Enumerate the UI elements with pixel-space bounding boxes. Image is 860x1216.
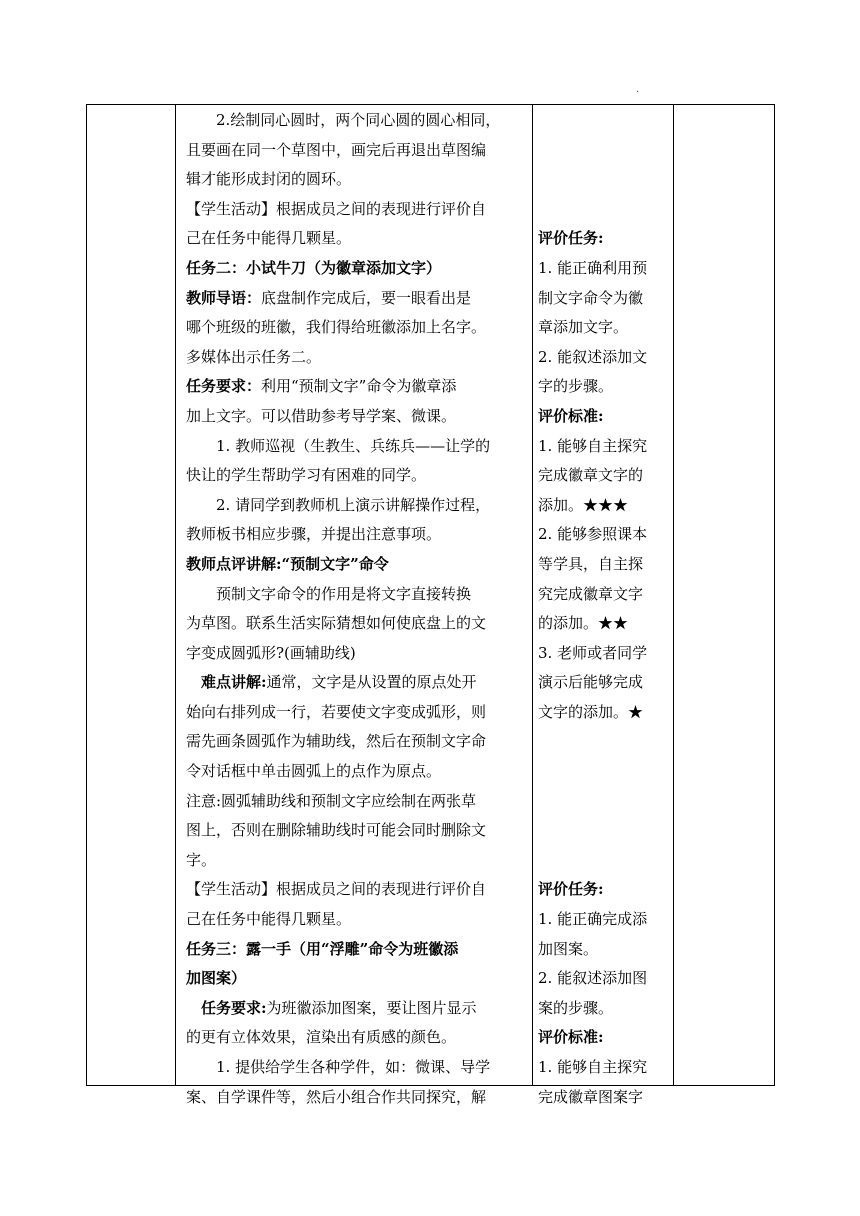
blank-line (538, 757, 670, 787)
text-line (186, 668, 528, 698)
blank-line (538, 195, 670, 225)
evaluation-line: 1. 能够自主探究 (538, 436, 648, 455)
text-line: 案、自学课件等，然后小组合作共同探究，解 (186, 1087, 487, 1106)
evaluation-line: 加图案。 (538, 939, 599, 958)
text-line: 1. 提供给学生各种学件，如：微课、导学 (216, 1058, 491, 1076)
evaluation-line: 章添加文字。 (538, 318, 629, 337)
evaluation-line: 评价任务: (538, 229, 604, 248)
text-line: 【学生活动】根据成员之间的表现进行评价自 (186, 880, 487, 899)
text-line: 快让的学生帮助学习有困难的同学。 (186, 466, 427, 485)
evaluation-line: 2. 能叙述添加文 (538, 347, 648, 366)
text-line: 己在任务中能得几颗星。 (186, 229, 352, 248)
text-line: 为草图。联系生活实际猜想如何使底盘上的文 (186, 614, 487, 633)
page-mark: . (636, 84, 640, 95)
blank-line (538, 727, 670, 757)
blank-line (538, 816, 670, 846)
text-line: 【学生活动】根据成员之间的表现进行评价自 (186, 199, 487, 218)
evaluation-line: 完成徽章图案字 (538, 1087, 644, 1106)
text-line: 任务二：小试牛刀（为徽章添加文字） (186, 258, 442, 277)
text-line: 令对话框中单击圆弧上的点作为原点。 (186, 762, 442, 781)
evaluation-line: 1. 能正确完成添 (538, 910, 648, 929)
column-divider (175, 104, 176, 1086)
text-line: 的更有立体效果，渲染出有质感的颜色。 (186, 1028, 457, 1047)
text-line: 始向右排列成一行，若要使文字变成弧形，则 (186, 702, 487, 721)
blank-line (538, 787, 670, 817)
evaluation-line: 1. 能正确利用预 (538, 258, 648, 277)
text-line: 2.绘制同心圆时，两个同心圆的圆心相同， (216, 111, 501, 129)
evaluation-line: 制文字命令为徽 (538, 288, 644, 307)
column-divider (532, 104, 533, 1086)
text-line: 辑才能形成封闭的圆环。 (186, 170, 352, 189)
text-line: 多媒体出示任务二。 (186, 347, 322, 366)
blank-line (538, 165, 670, 195)
text-line: 任务三：露一手（用“浮雕”命令为班徽添 (186, 939, 459, 958)
evaluation-line: 评价标准: (538, 1028, 604, 1047)
text-line: 且要画在同一个草图中，画完后再退出草图编 (186, 140, 487, 159)
line-label: 教师导语： (186, 288, 262, 307)
text-line: 1. 教师巡视（生教生、兵练兵——让学的 (216, 436, 491, 455)
text-line: 教师板书相应步骤，并提出注意事项。 (186, 525, 442, 544)
evaluation-line: 究完成徽章文字 (538, 584, 644, 603)
text-line (186, 372, 528, 402)
line-text: 底盘制作完成后，要一眼看出是 (261, 288, 472, 307)
evaluation-line: 演示后能够完成 (538, 673, 644, 692)
evaluation-line: 3. 老师或者同学 (538, 643, 648, 662)
evaluation-line: 评价标准: (538, 406, 604, 425)
text-line: 2. 请同学到教师机上演示讲解操作过程， (216, 495, 491, 514)
text-line: 加图案） (186, 969, 247, 988)
blank-line (538, 106, 670, 136)
evaluation-line: 的添加。★★ (538, 614, 629, 633)
line-label: 难点讲解: (201, 673, 267, 692)
text-line: 预制文字命令的作用是将文字直接转换 (216, 584, 472, 603)
text-line: 己在任务中能得几颗星。 (186, 910, 352, 929)
blank-line (538, 136, 670, 166)
text-line: 哪个班级的班徽，我们得给班徽添加上名字。 (186, 318, 487, 337)
column-divider (673, 104, 674, 1086)
line-text: 为班徽添加图案，要让图片显示 (266, 998, 477, 1017)
line-text: 通常，文字是从设置的原点处开 (266, 673, 477, 692)
evaluation-line: 文字的添加。★ (538, 702, 644, 721)
line-label: 任务要求: (201, 998, 267, 1017)
blank-line (538, 846, 670, 876)
teaching-activities-column (186, 106, 528, 1112)
line-label: 任务要求： (186, 377, 262, 396)
text-line: 字。 (186, 850, 217, 869)
line-text: 利用“预制文字”命令为徽章添 (261, 377, 457, 396)
text-line: 字变成圆弧形?(画辅助线) (186, 643, 356, 662)
text-line: 加上文字。可以借助参考导学案、微课。 (186, 406, 457, 425)
evaluation-line: 字的步骤。 (538, 377, 614, 396)
text-line (186, 994, 528, 1024)
text-line (186, 284, 528, 314)
text-line: 需先画条圆弧作为辅助线，然后在预制文字命 (186, 732, 487, 751)
evaluation-line: 完成徽章文字的 (538, 466, 644, 485)
evaluation-column (538, 106, 670, 1112)
evaluation-line: 案的步骤。 (538, 998, 614, 1017)
text-line: 图上，否则在删除辅助线时可能会同时删除文 (186, 821, 487, 840)
evaluation-line: 1. 能够自主探究 (538, 1058, 648, 1076)
evaluation-line: 添加。★★★ (538, 495, 629, 514)
evaluation-line: 2. 能叙述添加图 (538, 969, 648, 988)
evaluation-line: 等学具，自主探 (538, 554, 644, 573)
evaluation-line: 评价任务: (538, 880, 604, 899)
text-line: 注意:圆弧辅助线和预制文字应绘制在两张草 (186, 791, 477, 810)
evaluation-line: 2. 能够参照课本 (538, 525, 648, 544)
text-line: 教师点评讲解:“预制文字”命令 (186, 554, 389, 573)
